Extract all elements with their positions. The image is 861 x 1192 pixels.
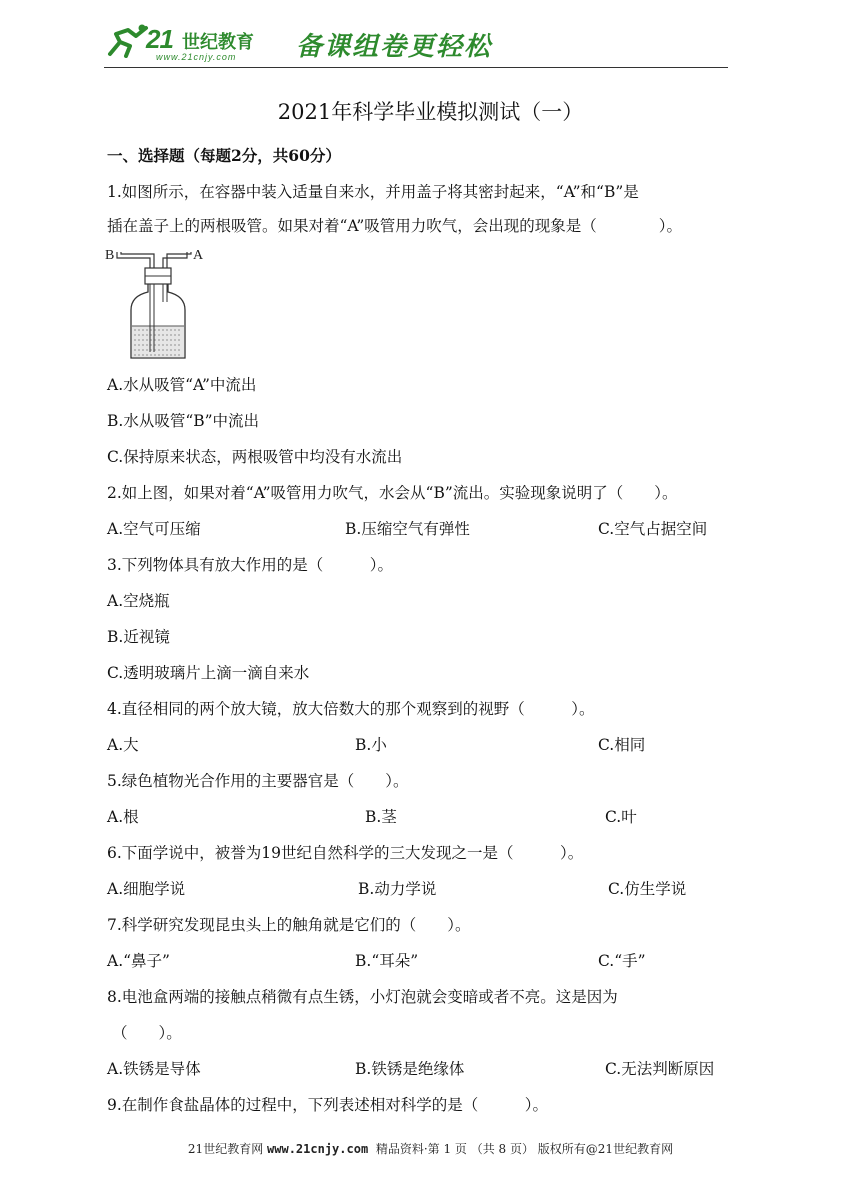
question-1-option-b: B.水从吸管“B”中流出	[107, 412, 260, 430]
question-4-option-c: C.相同	[598, 736, 646, 754]
question-1-line-1: 1.如图所示，在容器中装入适量自来水，并用盖子将其密封起来，“A”和“B”是	[107, 183, 639, 201]
question-5-option-a: A.根	[107, 808, 139, 826]
question-8-option-b: B.铁锈是绝缘体	[355, 1060, 465, 1078]
question-4-option-a: A.大	[107, 736, 139, 754]
section-heading: 一、选择题（每题2分，共60分）	[107, 146, 341, 165]
question-6-option-b: B.动力学说	[358, 880, 437, 898]
question-3-option-a: A.空烧瓶	[107, 592, 170, 610]
footer-url[interactable]: www.21cnjy.com	[267, 1142, 369, 1156]
question-2-option-c: C.空气占据空间	[598, 520, 708, 538]
question-8-option-a: A.铁锈是导体	[107, 1060, 201, 1078]
question-3-text: 3.下列物体具有放大作用的是（ ）。	[107, 556, 394, 574]
header-slogan: 备课组卷更轻松	[296, 32, 493, 62]
question-7-option-a: A.“鼻子”	[107, 952, 170, 970]
footer-site: 21世纪教育网	[187, 1142, 264, 1156]
page-footer	[0, 1140, 861, 1157]
question-1-line-2: 插在盖子上的两根吸管。如果对着“A”吸管用力吹气，会出现的现象是（ ）。	[107, 217, 683, 235]
question-7-option-b: B.“耳朵”	[355, 952, 419, 970]
question-9-text: 9.在制作食盐晶体的过程中，下列表述相对科学的是（ ）。	[107, 1096, 549, 1114]
question-5-text: 5.绿色植物光合作用的主要器官是（ ）。	[107, 772, 409, 790]
logo-text: 世纪教育	[182, 32, 254, 53]
question-4-text: 4.直径相同的两个放大镜，放大倍数大的那个观察到的视野（ ）。	[107, 700, 595, 718]
question-6-option-c: C.仿生学说	[608, 880, 687, 898]
page-header	[104, 18, 728, 70]
logo-number: 21	[146, 24, 173, 54]
question-2-text: 2.如上图，如果对着“A”吸管用力吹气，水会从“B”流出。实验现象说明了（ ）。	[107, 484, 678, 502]
question-3-option-c: C.透明玻璃片上滴一滴自来水	[107, 664, 310, 682]
question-1-option-a: A.水从吸管“A”中流出	[107, 376, 257, 394]
question-8-line-2: （ ）。	[112, 1024, 182, 1042]
question-7-text: 7.科学研究发现昆虫头上的触角就是它们的（ ）。	[107, 916, 471, 934]
question-8-option-c: C.无法判断原因	[605, 1060, 715, 1078]
question-2-option-a: A.空气可压缩	[107, 520, 201, 538]
question-6-option-a: A.细胞学说	[107, 880, 186, 898]
question-1-option-c: C.保持原来状态，两根吸管中均没有水流出	[107, 448, 403, 466]
bottle-diagram	[105, 244, 213, 364]
question-7-option-c: C.“手”	[598, 952, 646, 970]
question-5-option-b: B.茎	[365, 808, 397, 826]
figure-label-b: B	[105, 248, 115, 263]
question-3-option-b: B.近视镜	[107, 628, 170, 646]
page-title: 2021年科学毕业模拟测试（一）	[277, 100, 584, 124]
question-2-option-b: B.压缩空气有弹性	[345, 520, 470, 538]
question-6-text: 6.下面学说中，被誉为19世纪自然科学的三大发现之一是（ ）。	[107, 844, 584, 862]
header-divider	[104, 67, 728, 68]
question-5-option-c: C.叶	[605, 808, 637, 826]
footer-page-info: 精品资料·第 1 页 （共 8 页） 版权所有@21世纪教育网	[375, 1142, 674, 1156]
question-4-option-b: B.小	[355, 736, 387, 754]
question-8-line-1: 8.电池盒两端的接触点稍微有点生锈，小灯泡就会变暗或者不亮。这是因为	[107, 988, 618, 1006]
logo-url: www.21cnjy.com	[156, 52, 237, 62]
figure-label-a: A	[193, 248, 204, 263]
